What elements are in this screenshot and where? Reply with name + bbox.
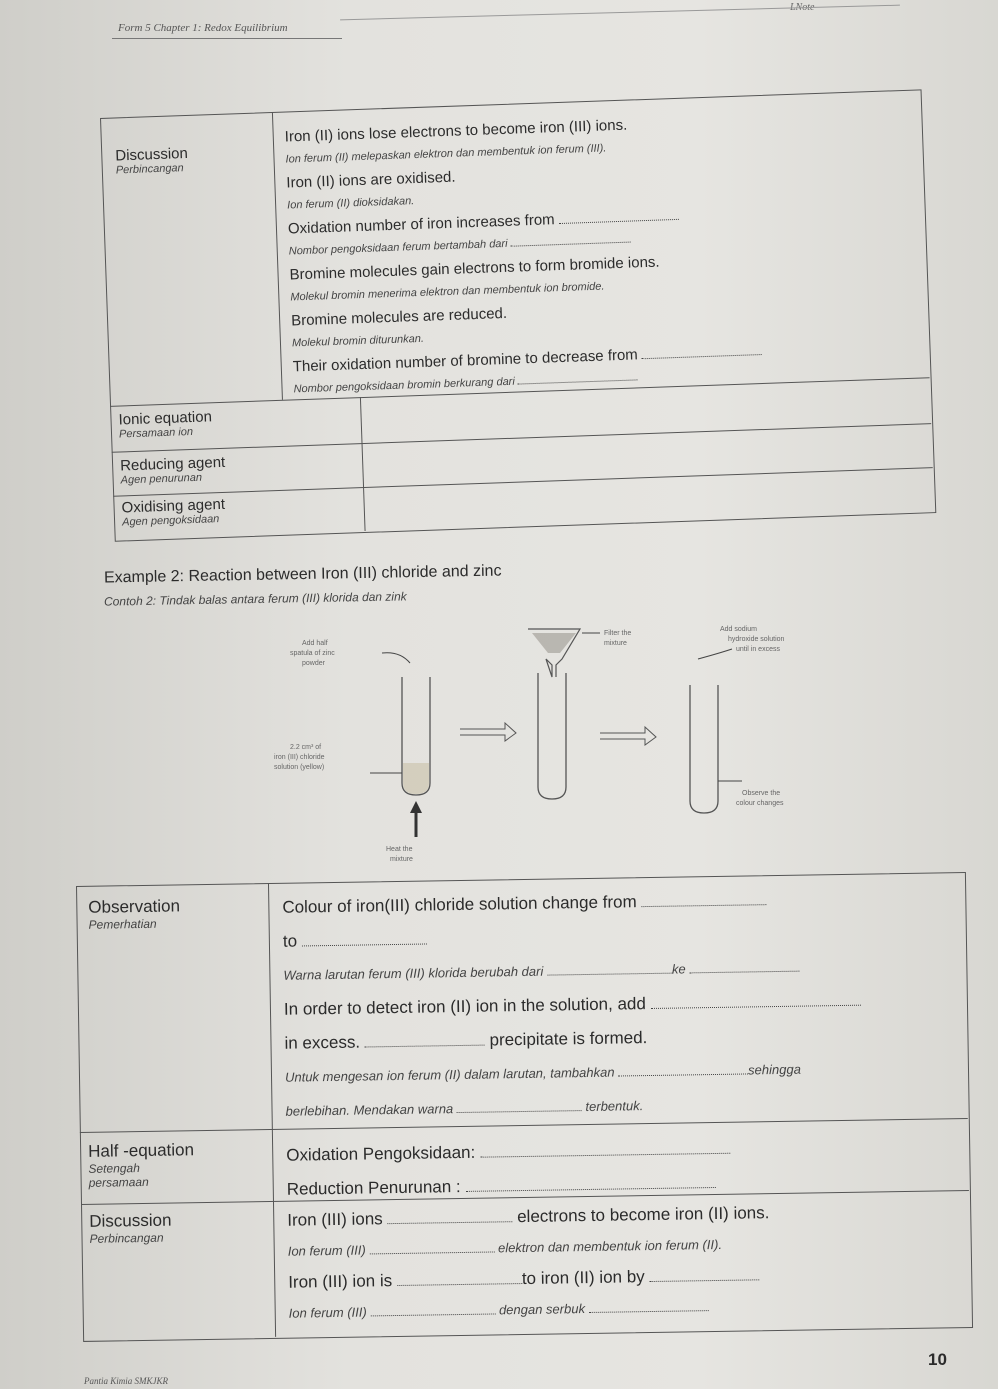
t1-line-10: Their oxidation number of bromine to decrease from — [292, 346, 639, 376]
blank-fill[interactable] — [559, 209, 679, 224]
step2-label: Add half — [302, 640, 328, 647]
disc3a: Iron (III) ion is — [288, 1271, 393, 1292]
filter-funnel — [528, 629, 580, 677]
step6b-label: colour changes — [736, 800, 784, 807]
t1-line-3: Ion ferum (II) dioksidakan. — [286, 195, 415, 212]
obs-line2: to — [282, 931, 298, 951]
obs-line7b: terbentuk. — [585, 1098, 644, 1115]
step5c-label: until in excess — [736, 646, 780, 653]
disc3b: to iron (II) ion by — [521, 1267, 645, 1289]
footer-credit: Pantia Kimia SMKJKR — [84, 1376, 168, 1386]
blank-fill[interactable] — [480, 1143, 730, 1158]
blank-fill[interactable] — [642, 344, 762, 359]
blank-fill[interactable] — [689, 961, 799, 974]
process-arrow-1 — [460, 723, 516, 741]
obs-line5b: precipitate is formed. — [489, 1028, 648, 1050]
t1-line-8: Bromine molecules are reduced. — [290, 304, 508, 330]
t1-line-5: Nombor pengoksidaan ferum bertambah dari — [288, 237, 508, 258]
observation-label: Observation Pemerhatian — [88, 896, 181, 932]
step1c-label: solution (yellow) — [274, 764, 325, 771]
t1-line-4: Oxidation number of iron increases from — [287, 211, 555, 238]
blank-fill[interactable] — [457, 1100, 582, 1113]
blank-fill[interactable] — [649, 1269, 759, 1282]
page-number: 10 — [928, 1350, 947, 1369]
blank-fill[interactable] — [510, 232, 630, 247]
step6-label: Observe the — [742, 790, 781, 797]
discussion2-label: Discussion Perbincangan — [89, 1210, 172, 1246]
test-tube-1 — [402, 677, 430, 795]
step3-label: Heat the — [386, 846, 413, 853]
disc1b: electrons to become iron (II) ions. — [516, 1203, 770, 1227]
t1-line-11: Nombor pengoksidaan bromin berkurang dari — [293, 375, 516, 396]
obs-line1: Colour of iron(III) chloride solution change from — [282, 892, 637, 917]
blank-fill[interactable] — [465, 1177, 715, 1192]
blank-fill[interactable] — [387, 1211, 512, 1224]
example-subtitle: Contoh 2: Tindak balas antara ferum (III) klorida dan zink — [103, 589, 407, 609]
blank-fill[interactable] — [365, 1035, 485, 1048]
step1b-label: iron (III) chloride — [274, 754, 325, 761]
t1-line-6: Bromine molecules gain electrons to form bromide ions. — [289, 253, 660, 284]
step5-label: Add sodium — [720, 626, 757, 633]
half-ox: Oxidation Pengoksidaan: — [286, 1142, 476, 1165]
oxidising-agent-label: Oxidising agent Agen pengoksidaan — [121, 495, 226, 529]
experiment-diagram — [250, 615, 870, 875]
obs-sehingga: sehingga — [747, 1061, 802, 1078]
step1-label: 2.2 cm³ of — [290, 744, 322, 751]
t1-line-7: Molekul bromin menerima elektron dan membentuk ion bromide. — [290, 280, 605, 304]
disc4a: Ion ferum (III) — [288, 1304, 367, 1321]
heat-arrow — [410, 801, 422, 837]
blank-fill[interactable] — [370, 1303, 495, 1316]
disc2a: Ion ferum (III) — [287, 1242, 366, 1259]
blank-fill[interactable] — [641, 894, 766, 907]
reducing-agent-label: Reducing agent Agen penurunan — [119, 453, 226, 487]
t1-line-9: Molekul bromin diturunkan. — [291, 332, 425, 350]
step2b-label: spatula of zinc — [290, 650, 335, 657]
blank-fill[interactable] — [589, 1300, 709, 1313]
top-rule — [340, 5, 900, 21]
blank-fill[interactable] — [651, 995, 861, 1009]
obs-line7a: berlebihan. Mendakan warna — [285, 1101, 454, 1119]
process-arrow-2 — [600, 727, 656, 745]
obs-line6: Untuk mengesan ion ferum (II) dalam larutan, tambahkan — [284, 1064, 615, 1085]
discussion-table — [100, 89, 936, 541]
blank-fill[interactable] — [369, 1241, 494, 1254]
disc2b: elektron dan membentuk ion ferum (II). — [497, 1236, 723, 1256]
step5b-label: hydroxide solution — [728, 636, 785, 643]
test-tube-3 — [690, 685, 718, 813]
t1-line-1: Ion ferum (II) melepaskan elektron dan membentuk ion ferum (III). — [285, 142, 607, 166]
ionic-equation-label: Ionic equation Persamaan ion — [118, 408, 213, 441]
obs-ke: ke — [671, 961, 686, 977]
blank-fill[interactable] — [547, 963, 672, 976]
discussion-content — [284, 104, 913, 401]
half-equation-content — [286, 1132, 731, 1207]
half-equation-label: Half -equation Setengah persamaan — [88, 1140, 195, 1190]
test-tube-2 — [538, 673, 566, 799]
step4-label: Filter the — [604, 630, 632, 637]
obs-line5a: in excess. — [284, 1032, 361, 1053]
disc1a: Iron (III) ions — [287, 1209, 383, 1230]
chapter-header: Form 5 Chapter 1: Redox Equilibrium — [118, 22, 288, 34]
blank-fill[interactable] — [518, 369, 638, 384]
observation-table — [76, 872, 973, 1342]
step4b-label: mixture — [604, 640, 627, 647]
zinc-pointer — [382, 653, 410, 663]
header-underline — [112, 38, 342, 39]
half-red: Reduction Penurunan : — [286, 1176, 461, 1199]
blank-fill[interactable] — [302, 933, 427, 946]
example-title: Example 2: Reaction between Iron (III) chloride and zinc — [103, 562, 502, 587]
blank-fill[interactable] — [397, 1273, 522, 1286]
observation-content — [282, 880, 956, 1128]
step2c-label: powder — [302, 660, 325, 667]
disc4b: dengan serbuk — [498, 1301, 586, 1318]
blank-fill[interactable] — [618, 1063, 748, 1076]
obs-line3: Warna larutan ferum (III) klorida berubah dari — [283, 963, 544, 983]
step3b-label: mixture — [390, 856, 413, 863]
t1-line-2: Iron (II) ions are oxidised. — [286, 168, 456, 192]
discussion2-content — [287, 1197, 771, 1329]
t1-line-0: Iron (II) ions lose electrons to become iron (III) ions. — [284, 116, 628, 146]
discussion-label: Discussion Perbincangan — [115, 144, 189, 177]
obs-line4: In order to detect iron (II) ion in the solution, add — [283, 994, 647, 1019]
